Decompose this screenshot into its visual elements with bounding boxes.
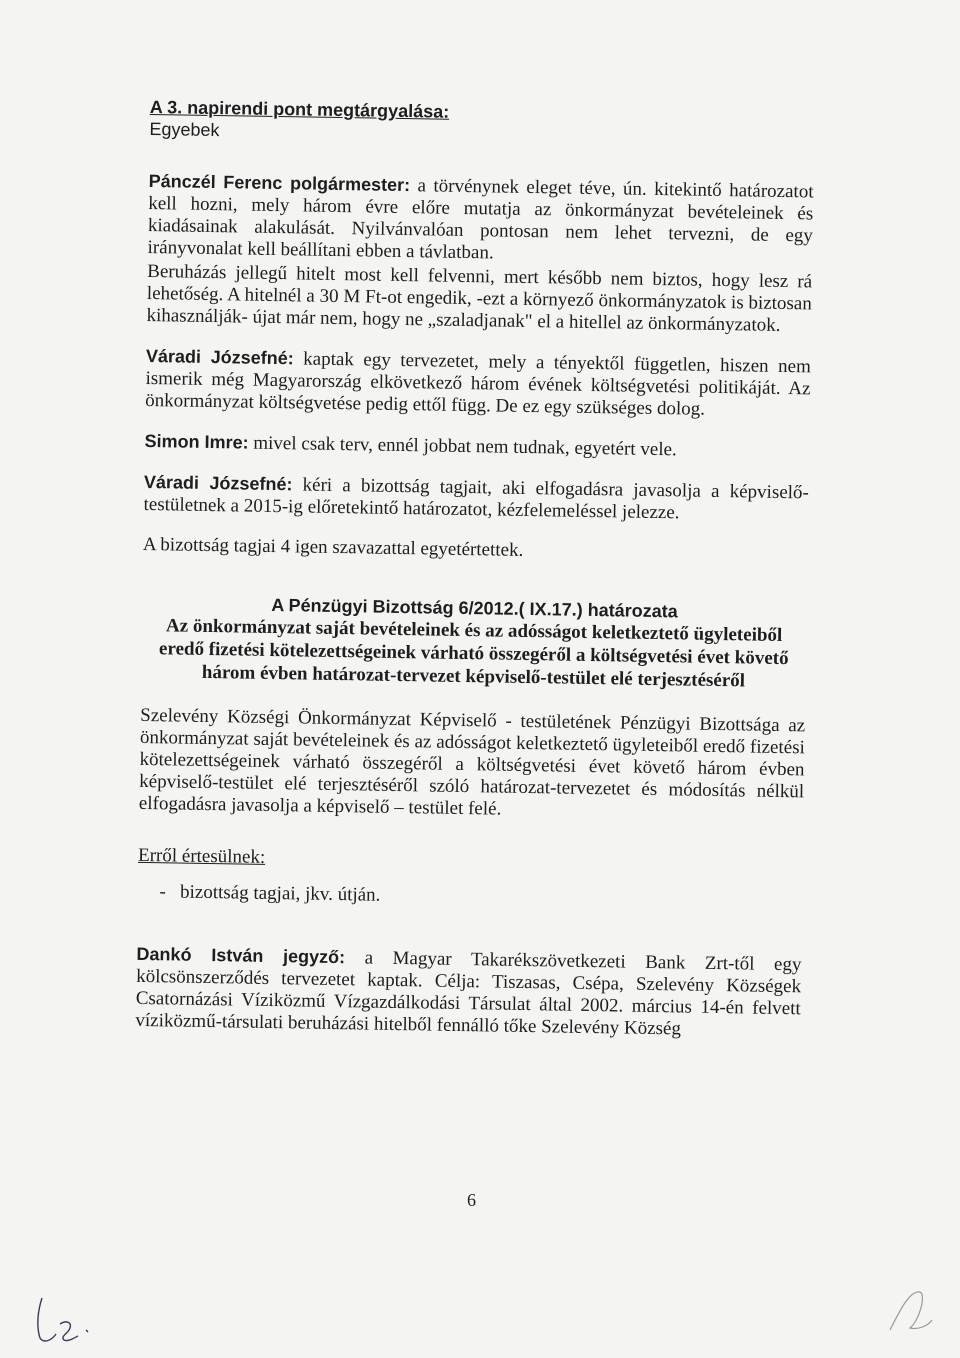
bullet-dash: - [159, 881, 166, 903]
speaker-name: Pánczél Ferenc polgármester: [148, 170, 411, 196]
paragraph-text: kéri a bizottság tagjait, aki elfogadásra javasolja a képviselő-testületnek a 2015-ig előretekintő határozatot, kézfelemeléssel jelezze. [143, 474, 810, 524]
paragraph-text: mivel csak terv, ennél jobbat nem tudnak, egyetért vele. [248, 432, 677, 461]
speaker-name: Dankó István jegyző: [136, 943, 346, 968]
page-number: 6 [467, 1190, 476, 1210]
speaker-name: Simon Imre: [144, 430, 249, 453]
paragraph-text: kaptak egy tervezetet, mely a tényektől független, hiszen nem ismerik még Magyarország elkövetkező három évének költségvetési politikáját. Az önkormányzat költségvetése pedig ettől függ. De ez egy szükséges dolog. [145, 348, 811, 420]
resolution-body: Szelevény Községi Önkormányzat Képviselő - testületének Pénzügyi Bizottsága az önkormányzat saját bevételeinek és az adósságot keletkeztető ügyleteiből eredő fizetési kötelezettségeinek várható összegéről a költségvetési évet követő három évben képviselő-testület elé terjesztéséről szóló határozat-tervezetet és módosítás nélkül elfogadásra javasolja a képviselő – testület felé. [138, 704, 806, 820]
paragraph-simon [144, 430, 809, 463]
paragraph-text: a Magyar Takarékszövetkezeti Bank Zrt-től egy kölcsönszerződés tervezetet kaptak. Célja: Tiszasas, Csépa, Szelevény Községek Csatornázási Víziközmű Vízgazdálkodási Társulat által 2002. március 14-én felvett víziközmű-társulati beruházási hitelből fennálló tőke Szelevény Község [135, 947, 802, 1040]
resolution-title: A Pénzügyi Bizottság 6/2012.( IX.17.) határozata [271, 594, 678, 622]
page-content [135, 96, 815, 1060]
section-heading: A 3. napirendi pont megtárgyalása: [149, 96, 450, 122]
notify-item [159, 881, 802, 913]
vote-result: A bizottság tagjai 4 igen szavazattal egyetértettek. [142, 533, 524, 561]
speaker-name: Váradi Józsefné: [145, 345, 294, 369]
paragraph-varadi-1 [145, 345, 811, 422]
notify-item-text: bizottság tagjai, jkv. útján. [179, 881, 381, 906]
paragraph-danko [135, 943, 801, 1042]
paragraph-panczel-cont: Beruházás jellegű hitelt most kell felvenni, mert később nem biztos, hogy lesz rá lehetőség. A hitelnél a 30 M Ft-ot engedik, -ezt a környező önkormányzatok is biztosan kihasználják- újat már nem, hogy ne „szaladjanak" el a hitellel az önkormányzatok. [146, 260, 813, 336]
speaker-name: Váradi Józsefné: [143, 471, 293, 495]
paragraph-varadi-2 [143, 471, 809, 526]
signature-mark [30, 1290, 120, 1350]
paragraph-text: a törvénynek eleget téve, ún. kitekintő határozatot kell hozni, mely három évre előre mutatja az önkormányzat bevételeinek és kiadásainak alakulását. Nyilvánvalóan pontosan nem lehet tervezni, de egy irányvonalat kell beállítani ebben a távlatban. [147, 175, 814, 264]
paragraph-panczel [147, 170, 813, 269]
resolution-subtitle: Az önkormányzat saját bevételeinek és az adósságot keletkeztető ügyleteiből eredő fizetési kötelezettségeinek várható összegéről a költségvetési évet követő három évben határozat-tervezet képviselő-testület elé terjesztéséről [158, 615, 789, 692]
corner-initial-mark [880, 1280, 940, 1340]
notify-label: Erről értesülnek: [137, 844, 266, 868]
section-subheading: Egyebek [149, 118, 220, 141]
